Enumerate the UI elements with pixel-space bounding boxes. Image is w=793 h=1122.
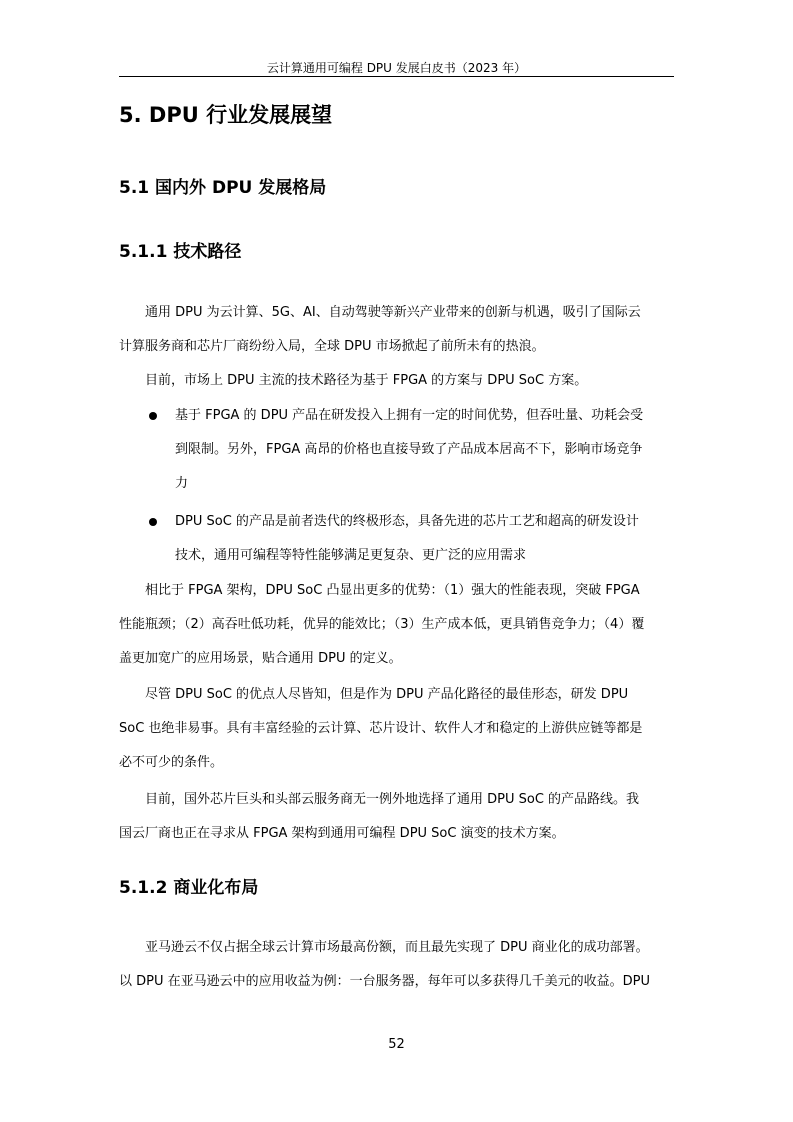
bullet-line: 技术，通用可编程等特性能够满足更复杂、更广泛的应用需求 [175,548,527,563]
paragraph-3 [119,574,674,676]
bullet-line: 到限制。另外，FPGA 高昂的价格也直接导致了产品成本居高不下，影响市场竞争 [175,442,643,457]
paragraph-5 [119,783,674,851]
running-header: 云计算通用可编程 DPU 发展白皮书（2023 年） [266,61,527,75]
bullet-dot-icon [149,412,157,420]
bullet-item [119,399,674,501]
paragraph-line: 亚马逊云不仅占据全球云计算市场最高份额，而且最先实现了 DPU 商业化的成功部署。 [145,940,649,955]
paragraph-line: 相比于 FPGA 架构，DPU SoC 凸显出更多的优势：（1）强大的性能表现，突破 FPGA [145,583,640,598]
paragraph-line: 通用 DPU 为云计算、5G、AI、自动驾驶等新兴产业带来的创新与机遇，吸引了国际云 [145,305,641,320]
paragraph-line: 性能瓶颈；（2）高吞吐低功耗，优异的能效比；（3）生产成本低，更具销售竞争力；（4）覆 [119,617,645,632]
bullet-item [119,505,674,573]
paragraph-line: 目前，国外芯片巨头和头部云服务商无一例外地选择了通用 DPU SoC 的产品路线。我 [145,792,640,807]
bullet-dot-icon [149,518,157,526]
paragraph-line: 以 DPU 在亚马逊云中的应用收益为例：一台服务器，每年可以多获得几千美元的收益。DPU [119,974,650,989]
paragraph-line: 计算服务商和芯片厂商纷纷入局，全球 DPU 市场掀起了前所未有的热浪。 [119,339,545,354]
section-5-1-title: 5.1 国内外 DPU 发展格局 [119,178,327,198]
paragraph-line: 盖更加宽广的应用场景，贴合通用 DPU 的定义。 [119,651,402,666]
chapter-title: 5. DPU 行业发展展望 [119,103,333,127]
paragraph-6 [119,931,674,999]
section-5-1-2-title: 5.1.2 商业化布局 [119,878,259,898]
bullet-line: 力 [175,476,189,491]
paragraph-line: 国云厂商也正在寻求从 FPGA 架构到通用可编程 DPU SoC 演变的技术方案。 [119,826,565,841]
paragraph-line: SoC 也绝非易事。具有丰富经验的云计算、芯片设计、软件人才和稳定的上游供应链等都是 [119,721,643,736]
bullet-line: 基于 FPGA 的 DPU 产品在研发投入上拥有一定的时间优势，但吞吐量、功耗会受 [175,408,644,423]
bullet-line: DPU SoC 的产品是前者迭代的终极形态，具备先进的芯片工艺和超高的研发设计 [175,514,639,529]
paragraph-4 [119,678,674,780]
header-rule [119,76,674,77]
paragraph-1 [119,296,674,364]
section-5-1-1-title: 5.1.1 技术路径 [119,242,242,262]
paragraph-line: 必不可少的条件。 [119,755,224,770]
paragraph-line: 尽管 DPU SoC 的优点人尽皆知，但是作为 DPU 产品化路径的最佳形态，研发 DPU [145,687,629,702]
paragraph-line: 目前，市场上 DPU 主流的技术路径为基于 FPGA 的方案与 DPU SoC 方案。 [145,373,588,388]
page-number: 52 [388,1037,405,1052]
paragraph-2 [119,364,674,398]
